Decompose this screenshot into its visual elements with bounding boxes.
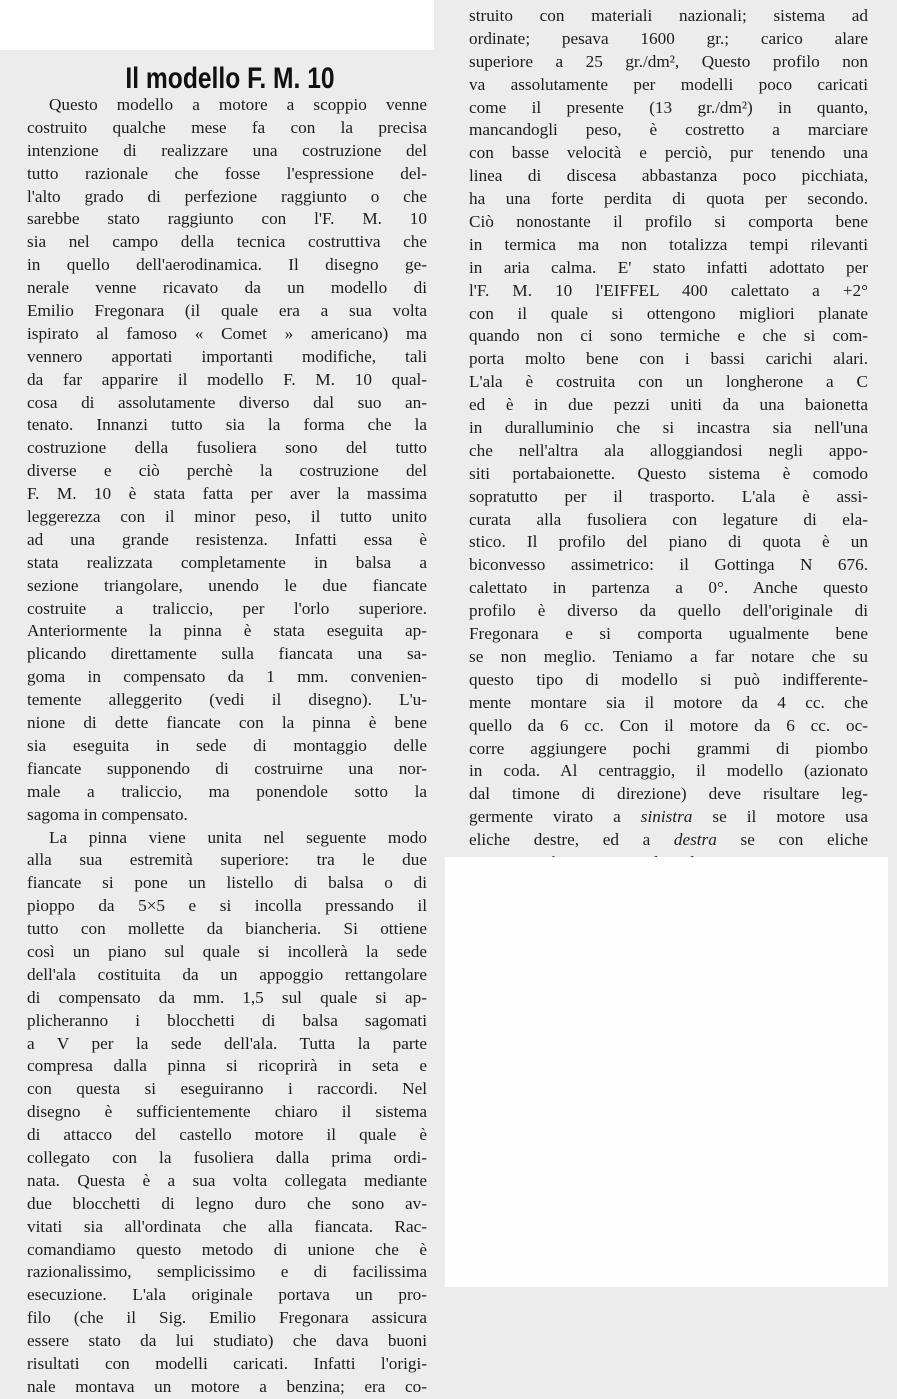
text-line: dell'ala costituita da un appoggio rettangolare — [27, 964, 427, 984]
text-line: temente alleggerito (vedi il disegno). L'u- — [27, 690, 427, 710]
text-line: Emilio Fregonara (il quale era a sua volta — [27, 301, 427, 321]
text-line: in duralluminio che si incastra sia nell'una — [469, 418, 868, 438]
text-line: quando non ci sono termiche e che si com- — [469, 326, 868, 346]
text-line: l'alto grado di perfezione raggiunto o che — [27, 186, 427, 206]
text-line: porta molto bene con i bassi carichi alari. — [469, 349, 868, 369]
text-line: Anteriormente la pinna è stata eseguita ap- — [27, 621, 427, 641]
text-line: comandiamo questo metodo di unione che è — [27, 1239, 427, 1259]
text-line: in quello dell'aerodinamica. Il disegno ge- — [27, 255, 427, 275]
text-line: tutto con mollette da biancheria. Si ottiene — [27, 919, 427, 939]
text-line: risultati con modelli caricati. Infatti l'origi- — [27, 1353, 427, 1373]
text-line: sopratutto per il trasporto. L'ala è assi- — [469, 486, 868, 506]
text-line: Fregonara e si comporta ugualmente bene — [469, 624, 868, 644]
text-line: pioppo da 5×5 e si incolla pressando il — [27, 896, 427, 916]
text-line: costruite a traliccio, per l'orlo superiore. — [27, 598, 427, 618]
text-line: sezione triangolare, unendo le due fiancate — [27, 575, 427, 595]
text-line: intenzione di realizzare una costruzione del — [27, 140, 427, 160]
text-line: linea di discesa abbastanza poco picchiata, — [469, 166, 868, 186]
text-line: dal timone di direzione) deve risultare leg- — [469, 784, 868, 804]
text-line: mancandogli peso, è costretto a marciare — [469, 120, 868, 140]
text-line: va assolutamente per modelli poco caricati — [469, 74, 868, 94]
text-line: struito con materiali nazionali; sistema ad — [469, 6, 868, 25]
text-line: esecuzione. L'ala originale portava un pro- — [27, 1285, 427, 1305]
text-line: a V per la sede dell'ala. Tutta la parte — [27, 1033, 427, 1053]
text-line: con questa si eseguiranno i raccordi. Nel — [27, 1079, 427, 1099]
text-line: di attacco del castello motore il quale è — [27, 1125, 427, 1145]
text-line: F. M. 10 è stata fatta per aver la massima — [27, 484, 427, 504]
text-line: diverse e ciò perchè la costruzione del — [27, 461, 427, 481]
text-line: sagoma in compensato. — [27, 804, 188, 824]
text-line: in aria calma. E' stato infatti adottato per — [469, 257, 868, 277]
text-line: così un piano sul quale si incollerà la sede — [27, 941, 427, 961]
text-line: male a traliccio, ma ponendole sotto la — [27, 781, 427, 801]
text-line: nata. Questa è a sua volta collegata mediante — [27, 1170, 427, 1190]
blank-area-top — [0, 0, 434, 50]
text-line: siti portabaionette. Questo sistema è comodo — [469, 463, 868, 483]
text-line: ispirato al famoso « Comet » americano) ma — [27, 323, 427, 343]
text-line: stata realizzata completamente in balsa a — [27, 552, 427, 572]
text-line: curata alla fusoliera con legature di ela- — [469, 509, 868, 529]
text-line: fiancate supponendo di costruirne una nor- — [27, 758, 427, 778]
text-line: l'F. M. 10 l'EIFFEL 400 calettato a +2° — [469, 280, 868, 300]
text-line: che nell'altra ala alloggiandosi negli appo- — [469, 440, 868, 460]
left-column — [27, 94, 427, 1399]
text-line: quello da 6 cc. Con il motore da 6 cc. oc- — [469, 715, 868, 735]
text-line: in coda. Al centraggio, il modello (azionato — [469, 761, 868, 781]
text-line: superiore a 25 gr./dm², Questo profilo non — [469, 51, 868, 71]
text-line: essere stato da lui studiato) che dava buoni — [27, 1331, 427, 1351]
text-line: corre aggiungere pochi grammi di piombo — [469, 738, 868, 758]
text-line: eliche destre, ed a destra se con eliche — [469, 830, 868, 850]
text-line: calettato in partenza a 0°. Anche questo — [469, 578, 868, 598]
text-line: ordinate; pesava 1600 gr.; carico alare — [469, 28, 868, 48]
text-line: questo tipo di modello si può indifferente- — [469, 669, 868, 689]
text-line: con basse velocità e perciò, pur tenendo una — [469, 143, 868, 163]
text-line: se non meglio. Teniamo a far notare che su — [469, 646, 868, 666]
text-line: ha una forte perdita di quota per secondo. — [469, 189, 868, 209]
text-line: costruito qualche mese fa con la precisa — [27, 117, 427, 137]
text-line: biconvesso assimetrico: il Gottinga N 676. — [469, 555, 868, 575]
text-line: sia eseguita in sede di montaggio delle — [27, 735, 427, 755]
emphasis: destra — [673, 830, 717, 850]
text-line: ed è in due pezzi uniti da una baionetta — [469, 395, 868, 415]
text-line: due blocchetti di legno duro che sono av- — [27, 1193, 427, 1213]
text-line: in termica ma non totalizza tempi rilevanti — [469, 234, 868, 254]
text-line: stico. Il profilo del piano di quota è un — [469, 532, 868, 552]
text-line: mente montare sia il motore da 4 cc. che — [469, 692, 868, 712]
text-line: cosa di assolutamente diverso dal suo an- — [27, 392, 427, 412]
text-line: alla sua estremità superiore: tra le due — [27, 850, 427, 870]
text-line: nione di dette fiancate con la pinna è bene — [27, 713, 427, 733]
blank-area-bottom — [445, 857, 888, 1287]
text-line: vitati sia all'ordinata che alla fiancata. Rac- — [27, 1216, 427, 1236]
text-line: La pinna viene unita nel seguente modo — [49, 827, 427, 847]
text-line: compresa dalla pinna si ricoprirà in seta e — [27, 1056, 427, 1076]
text-line: profilo è diverso da quello dell'originale di — [469, 601, 868, 621]
text-line: sia nel campo della tecnica costruttiva che — [27, 232, 427, 252]
text-line: costruzione della fusoliera sono del tutto — [27, 438, 427, 458]
text-line: L'ala è costruita con un longherone a C — [469, 372, 868, 392]
text-line: vennero apportati importanti modifiche, tali — [27, 346, 427, 366]
text-line: razionalissimo, semplicissimo e di facilissima — [27, 1262, 427, 1282]
text-line: Ciò nonostante il profilo si comporta bene — [469, 212, 868, 232]
text-line: sarebbe stato raggiunto con l'F. M. 10 — [27, 209, 427, 229]
text-line: goma in compensato da 1 mm. convenien- — [27, 667, 427, 687]
text-line: fiancate si pone un listello di balsa o di — [27, 873, 427, 893]
text-line: Questo modello a motore a scoppio venne — [49, 95, 427, 114]
text-line: ad una grande resistenza. Infatti essa è — [27, 529, 427, 549]
text-line: nerale venne ricavato da un modello di — [27, 278, 427, 298]
text-line: collegato con la fusoliera dalla prima ordi- — [27, 1147, 427, 1167]
text-line: tutto razionale che fosse l'espressione del- — [27, 163, 427, 183]
text-line: di compensato da mm. 1,5 sul quale si ap- — [27, 987, 427, 1007]
text-line: disegno è sufficientemente chiaro il sistema — [27, 1102, 427, 1122]
text-line: con il quale si ottengono migliori planate — [469, 303, 868, 323]
right-column — [469, 5, 868, 966]
text-line: filo (che il Sig. Emilio Fregonara assicura — [27, 1308, 427, 1328]
text-line: tenato. Innanzi tutto sia la forma che la — [27, 415, 427, 435]
emphasis: sinistra — [640, 807, 693, 827]
text-line: nale montava un motore a benzina; era co- — [27, 1376, 427, 1396]
text-line: da far apparire il modello F. M. 10 qual- — [27, 369, 427, 389]
text-line: plicando direttamente sulla fiancata una sa- — [27, 644, 427, 664]
text-line: leggerezza con il minor peso, il tutto unito — [27, 507, 427, 527]
text-line: plicheranno i blocchetti di balsa sagomati — [27, 1010, 427, 1030]
text-line: come il presente (13 gr./dm²) in quanto, — [469, 97, 868, 117]
text-line: germente virato a sinistra se il motore usa — [469, 807, 868, 827]
article-title: Il modello F. M. 10 — [125, 62, 335, 95]
